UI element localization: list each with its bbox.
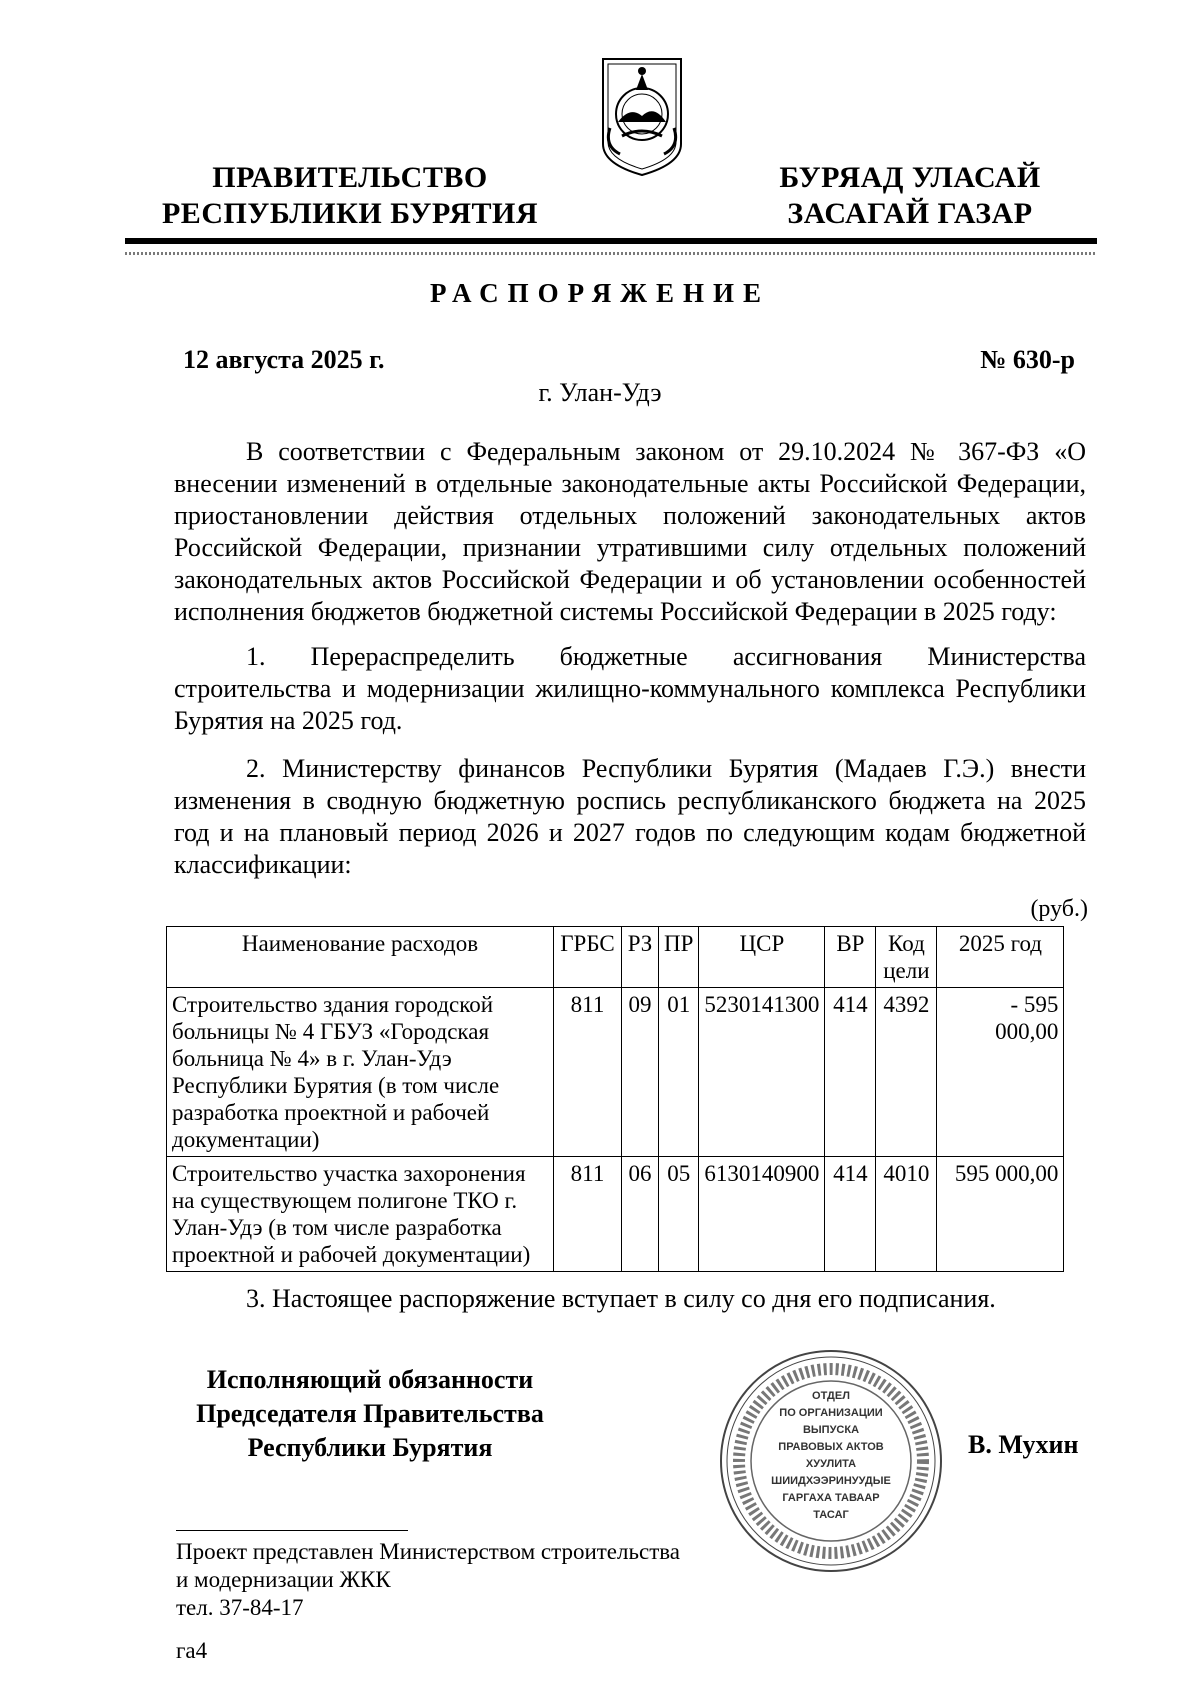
header-cell: ПР — [659, 927, 699, 988]
doc-type-title: РАСПОРЯЖЕНИЕ — [429, 278, 771, 308]
cell-rz: 06 — [622, 1157, 659, 1272]
cell-vr: 414 — [825, 1157, 876, 1272]
cell-csr: 6130140900 — [699, 1157, 825, 1272]
footer-line1: Проект представлен Министерством строительства — [176, 1539, 681, 1564]
table-row — [167, 988, 1064, 1157]
footer-phone: тел. 37-84-17 — [176, 1595, 304, 1620]
header-divider-thin — [125, 252, 1097, 255]
stamp-line: ГАРГАХА ТАВААР — [782, 1492, 880, 1504]
header-cell: Наименование расходов — [167, 927, 554, 988]
footnote-divider — [176, 1530, 408, 1531]
item-1-paragraph: 1. Перераспределить бюджетные ассигнования Министерства строительства и модернизации жилищно-коммунального комплекса Республики Бурятия на 2025 год. — [174, 642, 1086, 735]
table-row — [167, 1157, 1064, 1272]
header-right-line1: БУРЯАД УЛАСАЙ — [779, 161, 1041, 194]
header-cell: РЗ — [622, 927, 659, 988]
stamp-line: ПРАВОВЫХ АКТОВ — [778, 1441, 884, 1453]
cell-name: Строительство участка захоронения на существующем полигоне ТКО г. Улан-Удэ (в том числе разработка проектной и рабочей документации) — [167, 1157, 554, 1272]
header-divider-thick — [125, 238, 1097, 244]
header-right-line2: ЗАСАГАЙ ГАЗАР — [787, 197, 1033, 230]
preamble-paragraph: В соответствии с Федеральным законом от 29.10.2024 № 367-ФЗ «О внесении изменений в отдельные законодательные акты Российской Федерации, приостановлении действия отдельных положений законодательных актов Российской Федерации, признании утратившими силу отдельных положений законодательных актов Российской Федерации и об установлении особенностей исполнения бюджетов бюджетной системы Российской Федерации в 2025 году: — [174, 437, 1086, 626]
stamp-line: ШИИДХЭЭРИНУУДЫЕ — [771, 1475, 891, 1487]
coat-of-arms-emblem — [600, 56, 684, 178]
stamp-line: ПО ОРГАНИЗАЦИИ — [779, 1407, 883, 1419]
header-cell: 2025 год — [937, 927, 1064, 988]
cell-pr: 05 — [659, 1157, 699, 1272]
item-3-paragraph: 3. Настоящее распоряжение вступает в силу со дня его подписания. — [246, 1284, 996, 1313]
stamp-line: ТАСАГ — [813, 1509, 849, 1521]
header-cell: ГРБС — [554, 927, 622, 988]
item-2-paragraph: 2. Министерству финансов Республики Бурятия (Мадаев Г.Э.) внести изменения в сводную бюджетную роспись республиканского бюджета на 2025 год и на плановый период 2026 и 2027 годов по следующим кодам бюджетной классификации: — [174, 754, 1086, 879]
doc-number: № 630-р — [980, 345, 1075, 374]
unit-label: (руб.) — [1030, 896, 1088, 922]
signature-title-line3: Республики Бурятия — [247, 1433, 493, 1462]
cell-csr: 5230141300 — [699, 988, 825, 1157]
footer-line2: и модернизации ЖКК — [176, 1567, 391, 1592]
doc-date: 12 августа 2025 г. — [183, 345, 385, 374]
header-cell: ВР — [825, 927, 876, 988]
cell-code: 4010 — [876, 1157, 937, 1272]
cell-amount: - 595 000,00 — [937, 988, 1064, 1157]
header-cell: Код цели — [876, 927, 937, 988]
header-left-line1: ПРАВИТЕЛЬСТВО — [212, 161, 488, 194]
signature-title-line2: Председателя Правительства — [196, 1399, 544, 1428]
cell-amount: 595 000,00 — [937, 1157, 1064, 1272]
doc-city: г. Улан-Удэ — [538, 378, 662, 407]
stamp-line: ХУУЛИТА — [805, 1458, 857, 1470]
cell-pr: 01 — [659, 988, 699, 1157]
cell-rz: 09 — [622, 988, 659, 1157]
footer-code: га4 — [176, 1638, 208, 1663]
cell-vr: 414 — [825, 988, 876, 1157]
cell-grbs: 811 — [554, 988, 622, 1157]
signature-title-line1: Исполняющий обязанности — [206, 1365, 534, 1394]
table-header-row — [167, 927, 1064, 988]
cell-name: Строительство здания городской больницы № 4 ГБУЗ «Городская больница № 4» в г. Улан-Удэ Республики Бурятия (в том числе разработка проектной и рабочей документации) — [167, 988, 554, 1157]
signatory-name: В. Мухин — [968, 1430, 1079, 1459]
budget-table — [166, 926, 1064, 1272]
official-stamp — [718, 1348, 944, 1574]
stamp-line: ОТДЕЛ — [812, 1390, 850, 1402]
cell-grbs: 811 — [554, 1157, 622, 1272]
cell-code: 4392 — [876, 988, 937, 1157]
header-left-line2: РЕСПУБЛИКИ БУРЯТИЯ — [161, 197, 539, 230]
stamp-line: ВЫПУСКА — [802, 1424, 860, 1436]
header-cell: ЦСР — [699, 927, 825, 988]
